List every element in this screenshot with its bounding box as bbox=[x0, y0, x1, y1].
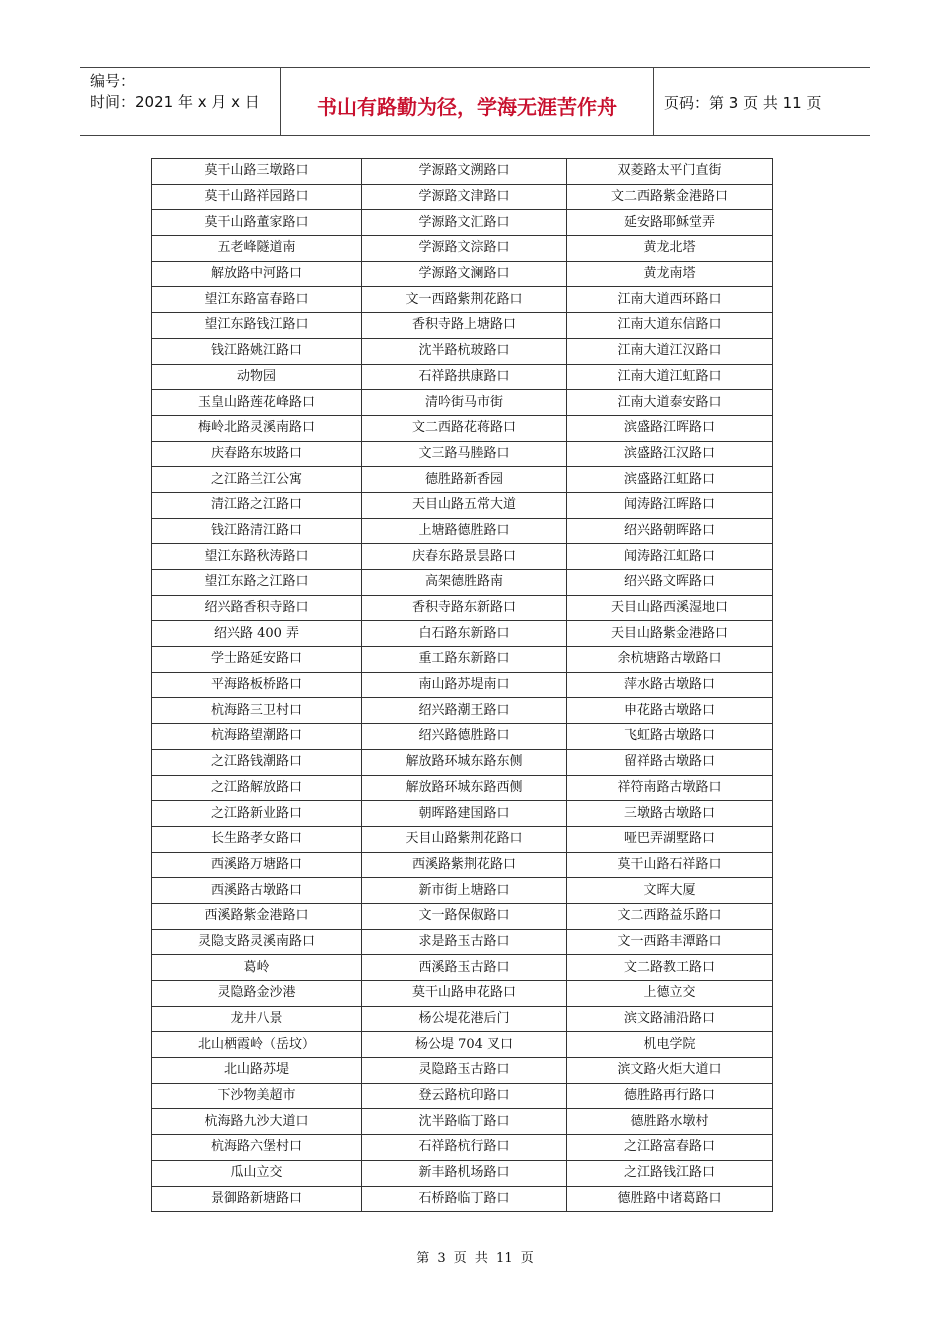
table-cell: 上德立交 bbox=[567, 981, 773, 1007]
table-cell: 灵隐支路灵溪南路口 bbox=[152, 929, 362, 955]
table-cell: 西溪路万塘路口 bbox=[152, 852, 362, 878]
table-cell: 之江路兰江公寓 bbox=[152, 467, 362, 493]
table-cell: 江南大道东信路口 bbox=[567, 313, 773, 339]
table-row bbox=[152, 1006, 773, 1032]
table-cell: 望江东路钱江路口 bbox=[152, 313, 362, 339]
table-cell: 机电学院 bbox=[567, 1032, 773, 1058]
table-cell: 重工路东新路口 bbox=[362, 647, 567, 673]
header-page-code: 页码：第 3 页 共 11 页 bbox=[664, 94, 822, 112]
table-cell: 灵隐路金沙港 bbox=[152, 981, 362, 1007]
table-row bbox=[152, 210, 773, 236]
table-row bbox=[152, 287, 773, 313]
table-cell: 龙井八景 bbox=[152, 1006, 362, 1032]
table-cell: 求是路玉古路口 bbox=[362, 929, 567, 955]
table-cell: 西溪路玉古路口 bbox=[362, 955, 567, 981]
table-row bbox=[152, 749, 773, 775]
table-cell: 莫干山路三墩路口 bbox=[152, 159, 362, 185]
table-cell: 绍兴路香积寺路口 bbox=[152, 595, 362, 621]
table-cell: 文二路教工路口 bbox=[567, 955, 773, 981]
header-motto: 书山有路勤为径，学海无涯苦作舟 bbox=[281, 68, 654, 135]
table-row bbox=[152, 261, 773, 287]
table-cell: 钱江路清江路口 bbox=[152, 518, 362, 544]
table-cell: 解放路环城东路西侧 bbox=[362, 775, 567, 801]
table-cell: 学源路文汇路口 bbox=[362, 210, 567, 236]
table-cell: 滨文路火炬大道口 bbox=[567, 1058, 773, 1084]
intersection-table bbox=[151, 158, 773, 1212]
table-cell: 飞虹路古墩路口 bbox=[567, 724, 773, 750]
table-row bbox=[152, 1186, 773, 1212]
table-row bbox=[152, 775, 773, 801]
table-cell: 滨文路浦沿路口 bbox=[567, 1006, 773, 1032]
table-cell: 香积寺路东新路口 bbox=[362, 595, 567, 621]
table-cell: 庆春路东坡路口 bbox=[152, 441, 362, 467]
table-cell: 玉皇山路莲花峰路口 bbox=[152, 390, 362, 416]
table-cell: 清吟街马市街 bbox=[362, 390, 567, 416]
table-cell: 余杭塘路古墩路口 bbox=[567, 647, 773, 673]
table-cell: 杭海路九沙大道口 bbox=[152, 1109, 362, 1135]
table-row bbox=[152, 903, 773, 929]
table-cell: 杭海路三卫村口 bbox=[152, 698, 362, 724]
table-row bbox=[152, 544, 773, 570]
table-row bbox=[152, 492, 773, 518]
table-cell: 莫干山路申花路口 bbox=[362, 981, 567, 1007]
table-cell: 清江路之江路口 bbox=[152, 492, 362, 518]
table-cell: 之江路新业路口 bbox=[152, 801, 362, 827]
table-cell: 绍兴路德胜路口 bbox=[362, 724, 567, 750]
table-cell: 滨盛路江汉路口 bbox=[567, 441, 773, 467]
table-cell: 解放路环城东路东侧 bbox=[362, 749, 567, 775]
date-label: 时间：2021 年 x 月 x 日 bbox=[90, 93, 260, 111]
table-cell: 文一路保俶路口 bbox=[362, 903, 567, 929]
table-row bbox=[152, 595, 773, 621]
table-cell: 杨公堤 704 叉口 bbox=[362, 1032, 567, 1058]
table-cell: 五老峰隧道南 bbox=[152, 236, 362, 262]
table-row bbox=[152, 570, 773, 596]
table-cell: 黄龙南塔 bbox=[567, 261, 773, 287]
table-row bbox=[152, 1032, 773, 1058]
table-cell: 绍兴路文晖路口 bbox=[567, 570, 773, 596]
table-cell: 解放路中河路口 bbox=[152, 261, 362, 287]
table-row bbox=[152, 621, 773, 647]
table-cell: 之江路解放路口 bbox=[152, 775, 362, 801]
table-row bbox=[152, 724, 773, 750]
table-cell: 黄龙北塔 bbox=[567, 236, 773, 262]
table-cell: 滨盛路江晖路口 bbox=[567, 415, 773, 441]
table-cell: 杭海路望潮路口 bbox=[152, 724, 362, 750]
table-cell: 德胜路中诸葛路口 bbox=[567, 1186, 773, 1212]
table-cell: 石祥路拱康路口 bbox=[362, 364, 567, 390]
table-row bbox=[152, 801, 773, 827]
table-cell: 钱江路姚江路口 bbox=[152, 338, 362, 364]
table-row bbox=[152, 647, 773, 673]
table-cell: 西溪路紫金港路口 bbox=[152, 903, 362, 929]
table-row bbox=[152, 981, 773, 1007]
table-cell: 景御路新塘路口 bbox=[152, 1186, 362, 1212]
table-cell: 望江东路之江路口 bbox=[152, 570, 362, 596]
table-row bbox=[152, 364, 773, 390]
table-row bbox=[152, 415, 773, 441]
table-row bbox=[152, 852, 773, 878]
table-cell: 朝晖路建国路口 bbox=[362, 801, 567, 827]
table-cell: 白石路东新路口 bbox=[362, 621, 567, 647]
table-row bbox=[152, 672, 773, 698]
table-cell: 香积寺路上塘路口 bbox=[362, 313, 567, 339]
table-cell: 沈半路杭玻路口 bbox=[362, 338, 567, 364]
table-row bbox=[152, 467, 773, 493]
table-row bbox=[152, 698, 773, 724]
table-cell: 天目山路紫荆花路口 bbox=[362, 826, 567, 852]
table-cell: 德胜路水墩村 bbox=[567, 1109, 773, 1135]
table-row bbox=[152, 878, 773, 904]
table-row bbox=[152, 1083, 773, 1109]
table-cell: 哑巴弄湖墅路口 bbox=[567, 826, 773, 852]
table-cell: 学源路文澜路口 bbox=[362, 261, 567, 287]
table-cell: 上塘路德胜路口 bbox=[362, 518, 567, 544]
table-cell: 文晖大厦 bbox=[567, 878, 773, 904]
table-row bbox=[152, 184, 773, 210]
table-cell: 文三路马塍路口 bbox=[362, 441, 567, 467]
table-cell: 双菱路太平门直街 bbox=[567, 159, 773, 185]
table-row bbox=[152, 1058, 773, 1084]
table-cell: 沈半路临丁路口 bbox=[362, 1109, 567, 1135]
table-cell: 江南大道西环路口 bbox=[567, 287, 773, 313]
table-cell: 西溪路紫荆花路口 bbox=[362, 852, 567, 878]
table-cell: 天目山路西溪湿地口 bbox=[567, 595, 773, 621]
table-cell: 学士路延安路口 bbox=[152, 647, 362, 673]
table-cell: 新丰路机场路口 bbox=[362, 1160, 567, 1186]
table-cell: 葛岭 bbox=[152, 955, 362, 981]
table-cell: 庆春东路景昙路口 bbox=[362, 544, 567, 570]
table-cell: 绍兴路朝晖路口 bbox=[567, 518, 773, 544]
table-cell: 申花路古墩路口 bbox=[567, 698, 773, 724]
table-row bbox=[152, 955, 773, 981]
table-cell: 之江路钱江路口 bbox=[567, 1160, 773, 1186]
table-cell: 新市街上塘路口 bbox=[362, 878, 567, 904]
table-cell: 学源路文淙路口 bbox=[362, 236, 567, 262]
table-cell: 长生路孝女路口 bbox=[152, 826, 362, 852]
table-row bbox=[152, 313, 773, 339]
table-cell: 学源路文溯路口 bbox=[362, 159, 567, 185]
table-row bbox=[152, 518, 773, 544]
table-cell: 萍水路古墩路口 bbox=[567, 672, 773, 698]
table-cell: 江南大道江汉路口 bbox=[567, 338, 773, 364]
table-cell: 西溪路古墩路口 bbox=[152, 878, 362, 904]
table-cell: 动物园 bbox=[152, 364, 362, 390]
table-cell: 德胜路再行路口 bbox=[567, 1083, 773, 1109]
table-cell: 文二西路花蒋路口 bbox=[362, 415, 567, 441]
table-cell: 杭海路六堡村口 bbox=[152, 1135, 362, 1161]
table-cell: 德胜路新香园 bbox=[362, 467, 567, 493]
table-cell: 绍兴路 400 弄 bbox=[152, 621, 362, 647]
table-cell: 高架德胜路南 bbox=[362, 570, 567, 596]
table-cell: 天目山路五常大道 bbox=[362, 492, 567, 518]
page-header bbox=[80, 67, 870, 136]
table-cell: 闻涛路江晖路口 bbox=[567, 492, 773, 518]
table-row bbox=[152, 159, 773, 185]
table-cell: 江南大道泰安路口 bbox=[567, 390, 773, 416]
table-cell: 文一西路紫荆花路口 bbox=[362, 287, 567, 313]
table-cell: 梅岭北路灵溪南路口 bbox=[152, 415, 362, 441]
table-cell: 文二西路益乐路口 bbox=[567, 903, 773, 929]
table-cell: 石祥路杭行路口 bbox=[362, 1135, 567, 1161]
table-cell: 下沙物美超市 bbox=[152, 1083, 362, 1109]
table-row bbox=[152, 826, 773, 852]
table-cell: 滨盛路江虹路口 bbox=[567, 467, 773, 493]
table-cell: 闻涛路江虹路口 bbox=[567, 544, 773, 570]
table-cell: 绍兴路潮王路口 bbox=[362, 698, 567, 724]
table-row bbox=[152, 236, 773, 262]
table-cell: 望江东路秋涛路口 bbox=[152, 544, 362, 570]
table-cell: 莫干山路董家路口 bbox=[152, 210, 362, 236]
table-row bbox=[152, 1109, 773, 1135]
table-cell: 文二西路紫金港路口 bbox=[567, 184, 773, 210]
table-row bbox=[152, 1135, 773, 1161]
table-cell: 莫干山路祥园路口 bbox=[152, 184, 362, 210]
table-row bbox=[152, 1160, 773, 1186]
table-cell: 杨公堤花港后门 bbox=[362, 1006, 567, 1032]
table-cell: 祥符南路古墩路口 bbox=[567, 775, 773, 801]
table-cell: 瓜山立交 bbox=[152, 1160, 362, 1186]
table-cell: 平海路板桥路口 bbox=[152, 672, 362, 698]
intersection-table-body bbox=[152, 159, 773, 1212]
table-cell: 天目山路紫金港路口 bbox=[567, 621, 773, 647]
serial-number-label: 编号： bbox=[90, 72, 136, 90]
table-cell: 文一西路丰潭路口 bbox=[567, 929, 773, 955]
table-cell: 莫干山路石祥路口 bbox=[567, 852, 773, 878]
table-cell: 南山路苏堤南口 bbox=[362, 672, 567, 698]
table-cell: 学源路文津路口 bbox=[362, 184, 567, 210]
table-cell: 之江路富春路口 bbox=[567, 1135, 773, 1161]
table-cell: 之江路钱潮路口 bbox=[152, 749, 362, 775]
header-meta bbox=[80, 68, 281, 135]
table-cell: 望江东路富春路口 bbox=[152, 287, 362, 313]
table-row bbox=[152, 338, 773, 364]
table-row bbox=[152, 929, 773, 955]
table-cell: 三墩路古墩路口 bbox=[567, 801, 773, 827]
table-cell: 留祥路古墩路口 bbox=[567, 749, 773, 775]
table-cell: 北山路苏堤 bbox=[152, 1058, 362, 1084]
table-cell: 登云路杭印路口 bbox=[362, 1083, 567, 1109]
table-cell: 江南大道江虹路口 bbox=[567, 364, 773, 390]
page-footer: 第 3 页 共 11 页 bbox=[416, 1251, 534, 1266]
table-cell: 延安路耶稣堂弄 bbox=[567, 210, 773, 236]
table-row bbox=[152, 390, 773, 416]
table-cell: 北山栖霞岭（岳坟） bbox=[152, 1032, 362, 1058]
table-row bbox=[152, 441, 773, 467]
table-cell: 灵隐路玉古路口 bbox=[362, 1058, 567, 1084]
table-cell: 石桥路临丁路口 bbox=[362, 1186, 567, 1212]
